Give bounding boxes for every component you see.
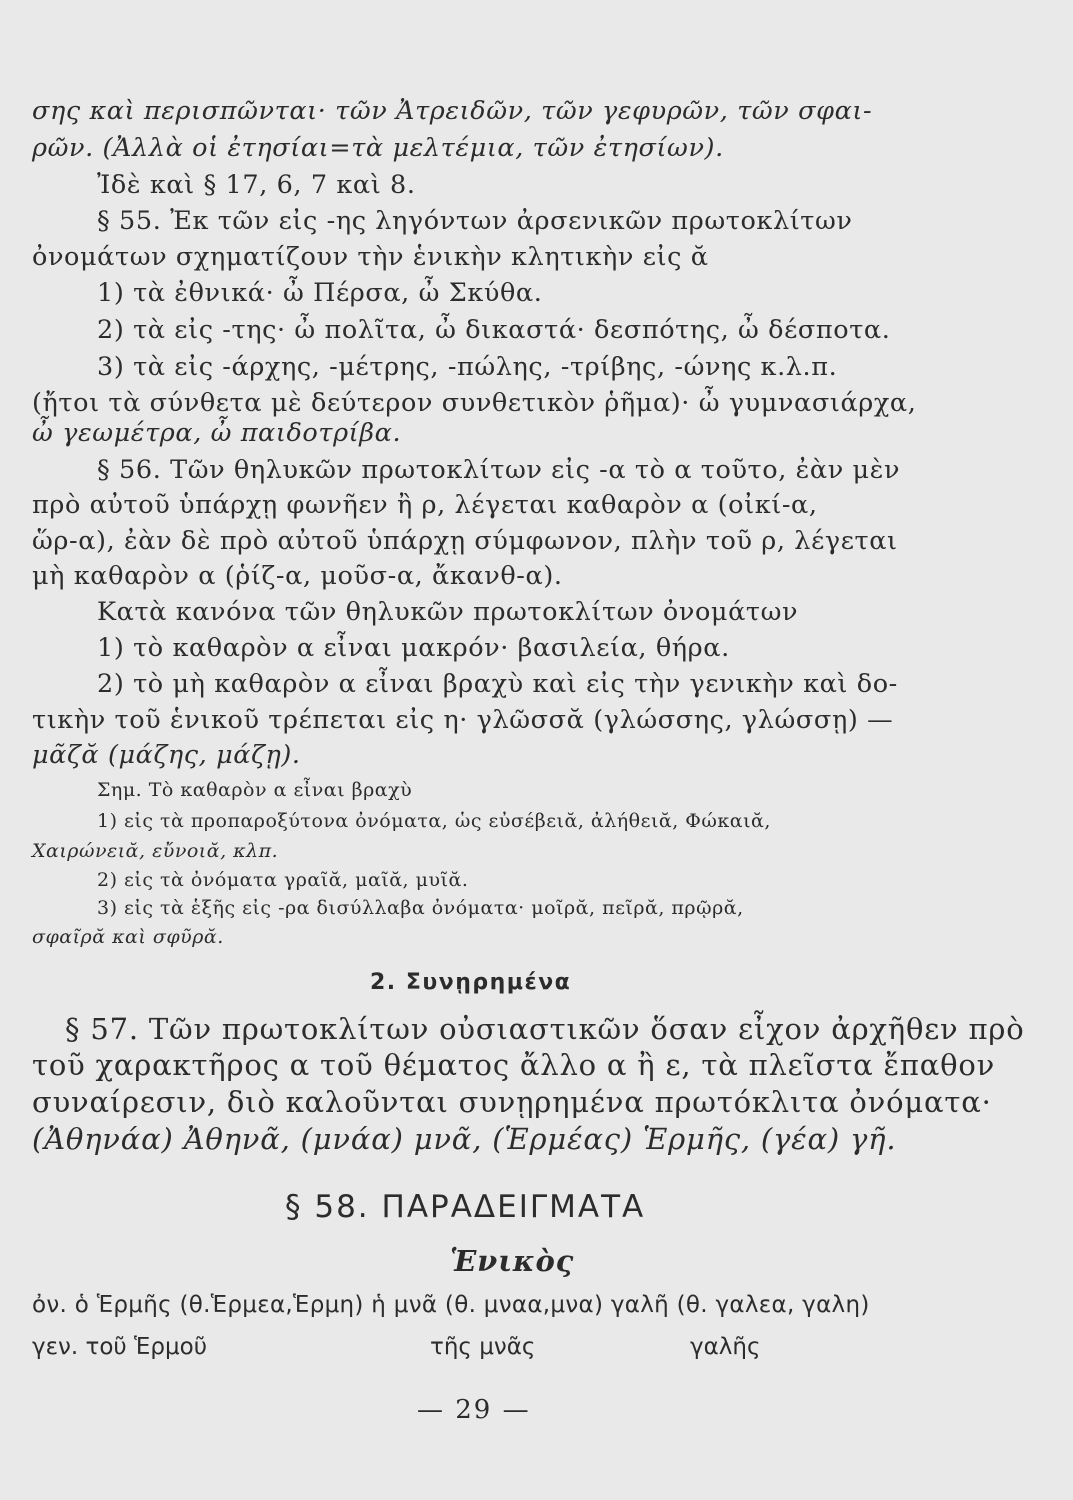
text-line: μᾶζᾰ (μάζης, μάζῃ). <box>32 740 301 770</box>
text-line: τικὴν τοῦ ἑνικοῦ τρέπεται εἰς η· γλῶσσᾰ (γλώσσης, γλώσσῃ) — <box>32 705 894 735</box>
paradigm-row-nominative: ὀν. ὁ Ἑρμῆς (θ.Ἑρμεα,Ἑρμη) ἡ μνᾶ (θ. μναα,μνα) γαλῆ (θ. γαλεα, γαλη) <box>32 1292 870 1318</box>
paradigm-row-genitive-c: γαλῆς <box>690 1334 761 1360</box>
section-56-line: § 56. Τῶν θηλυκῶν πρωτοκλίτων εἰς -α τὸ α τοῦτο, ἐὰν μὲν <box>97 455 901 485</box>
note-line: 1) εἰς τὰ προπαροξύτονα ὀνόματα, ὡς εὐσέβειᾰ, ἀλήθειᾰ, Φώκαιᾰ, <box>97 810 771 832</box>
note-line: σφαῖρᾰ καὶ σφῦρᾰ. <box>32 926 224 948</box>
list-item: 3) τὰ εἰς -άρχης, -μέτρης, -πώλης, -τρίβης, -ώνης κ.λ.π. <box>97 352 838 382</box>
text-line: Κατὰ κανόνα τῶν θηλυκῶν πρωτοκλίτων ὀνομάτων <box>97 597 799 627</box>
text-line: (ἤτοι τὰ σύνθετα μὲ δεύτερον συνθετικὸν ῥῆμα)· ὦ γυμνασιάρχα, <box>32 388 917 418</box>
page-number: — 29 — <box>417 1395 531 1425</box>
note-line: Χαιρώνειᾰ, εὔνοιᾰ, κλπ. <box>32 840 279 862</box>
note-line: 3) εἰς τὰ ἑξῆς εἰς -ρα δισύλλαβα ὀνόματα· μοῖρᾰ, πεῖρᾰ, πρῷρᾰ, <box>97 897 744 919</box>
list-item: 1) τὸ καθαρὸν α εἶναι μακρόν· βασιλεία, θήρα. <box>97 633 730 663</box>
text-line: ρῶν. (Ἀλλὰ οἱ ἐτησίαι=τὰ μελτέμια, τῶν ἐτησίων). <box>32 133 724 163</box>
text-line: Ἰδὲ καὶ § 17, 6, 7 καὶ 8. <box>97 170 416 200</box>
section-heading: 2. Συνῃρημένα <box>370 970 572 995</box>
section-57-line: § 57. Τῶν πρωτοκλίτων οὐσιαστικῶν ὅσαν εἶχον ἀρχῆθεν πρὸ <box>65 1012 1025 1046</box>
text-line: ὥρ-α), ἐὰν δὲ πρὸ αὐτοῦ ὑπάρχῃ σύμφωνον, πλὴν τοῦ ρ, λέγεται <box>32 526 898 556</box>
text-line: τοῦ χαρακτῆρος α τοῦ θέματος ἄλλο α ἢ ε, τὰ πλεῖστα ἔπαθον <box>32 1048 996 1082</box>
list-item: 2) τὰ εἰς -της· ὦ πολῖτα, ὦ δικαστά· δεσπότης, ὦ δέσποτα. <box>97 315 891 345</box>
text-line: συναίρεσιν, διὸ καλοῦνται συνῃρημένα πρωτόκλιτα ὀνόματα· <box>32 1085 992 1119</box>
section-55-line: § 55. Ἐκ τῶν εἰς -ης ληγόντων ἀρσενικῶν πρωτοκλίτων <box>97 206 853 236</box>
text-line: μὴ καθαρὸν α (ῥίζ-α, μοῦσ-α, ἄκανθ-α). <box>32 561 563 591</box>
list-item: 2) τὸ μὴ καθαρὸν α εἶναι βραχὺ καὶ εἰς τὴν γενικὴν καὶ δο- <box>97 669 898 699</box>
text-line: σης καὶ περισπῶνται· τῶν Ἀτρειδῶν, τῶν γεφυρῶν, τῶν σφαι- <box>32 96 873 126</box>
paradigms-subtitle: Ἑνικὸς <box>450 1244 575 1278</box>
paradigm-row-genitive-a: γεν. τοῦ Ἑρμοῦ <box>32 1334 208 1360</box>
paradigms-title: § 58. ΠΑΡΑΔΕΙΓΜΑΤΑ <box>285 1189 646 1225</box>
paradigm-row-genitive-b: τῆς μνᾶς <box>430 1334 536 1360</box>
text-line: (Ἀθηνάα) Ἀθηνᾶ, (μνάα) μνᾶ, (Ἑρμέας) Ἑρμῆς, (γέα) γῆ. <box>32 1122 897 1156</box>
note-line: Σημ. Τὸ καθαρὸν α εἶναι βραχὺ <box>97 779 413 801</box>
note-line: 2) εἰς τὰ ὀνόματα γραῖᾰ, μαῖᾰ, μυῖᾰ. <box>97 869 469 891</box>
list-item: 1) τὰ ἐθνικά· ὦ Πέρσα, ὦ Σκύθα. <box>97 278 543 308</box>
text-line: πρὸ αὐτοῦ ὑπάρχῃ φωνῆεν ἢ ρ, λέγεται καθαρὸν α (οἰκί-α, <box>32 490 818 520</box>
text-line: ὀνομάτων σχηματίζουν τὴν ἑνικὴν κλητικὴν εἰς ᾰ <box>32 242 709 272</box>
text-line: ὦ γεωμέτρα, ὦ παιδοτρίβα. <box>32 418 402 448</box>
